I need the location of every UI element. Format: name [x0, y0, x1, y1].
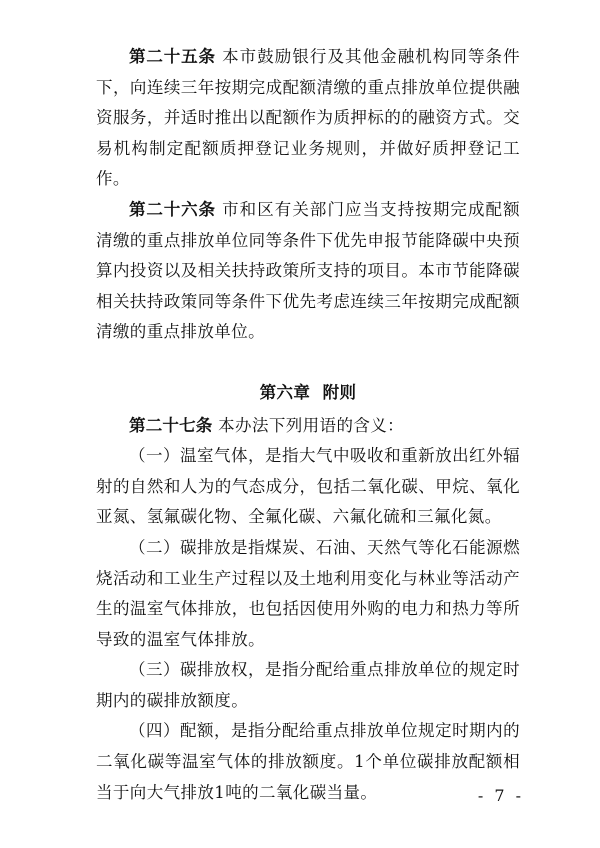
article-25	[96, 42, 520, 195]
definition-item: （三）碳排放权，是指分配给重点排放单位的规定时期内的碳排放额度。	[96, 660, 520, 710]
page-number: - 7 -	[477, 786, 524, 805]
article-27-text: 本办法下列用语的含义：	[218, 415, 405, 435]
article-26-text: 市和区有关部门应当支持按期完成配额清缴的重点排放单位同等条件下优先申报节能降碳中央预算内投资以及相关扶持政策所支持的项目。本市节能降碳相关扶持政策同等条件下优先考虑连续三年按期完成配额清缴的重点排放单位。	[96, 199, 520, 342]
article-26	[96, 195, 520, 348]
article-27	[96, 411, 520, 442]
article-27-number: 第二十七条	[129, 415, 213, 435]
chapter-title: 第六章 附则	[259, 382, 357, 402]
definition-item: （一）温室气体，是指大气中吸收和重新放出红外辐射的自然和人为的气态成分，包括二氧化碳、甲烷、氧化亚氮、氢氟碳化物、全氟化碳、六氟化硫和三氟化氮。	[96, 446, 520, 527]
article-25-text: 本市鼓励银行及其他金融机构同等条件下，向连续三年按期完成配额清缴的重点排放单位提供融资服务，并适时推出以配额作为质押标的的融资方式。交易机构制定配额质押登记业务规则，并做好质押登记工作。	[96, 47, 520, 189]
article-26-number: 第二十六条	[129, 199, 216, 219]
definition-item: （四）配额，是指分配给重点排放单位规定时期内的二氧化碳等温室气体的排放额度。1个单位碳排放配额相当于向大气排放1吨的二氧化碳当量。	[96, 721, 520, 802]
article-25-number: 第二十五条	[129, 47, 216, 66]
definition-item: （二）碳排放是指煤炭、石油、天然气等化石能源燃烧活动和工业生产过程以及土地利用变化与林业等活动产生的温室气体排放，也包括因使用外购的电力和热力等所导致的温室气体排放。	[96, 537, 520, 649]
document-body	[96, 42, 520, 808]
